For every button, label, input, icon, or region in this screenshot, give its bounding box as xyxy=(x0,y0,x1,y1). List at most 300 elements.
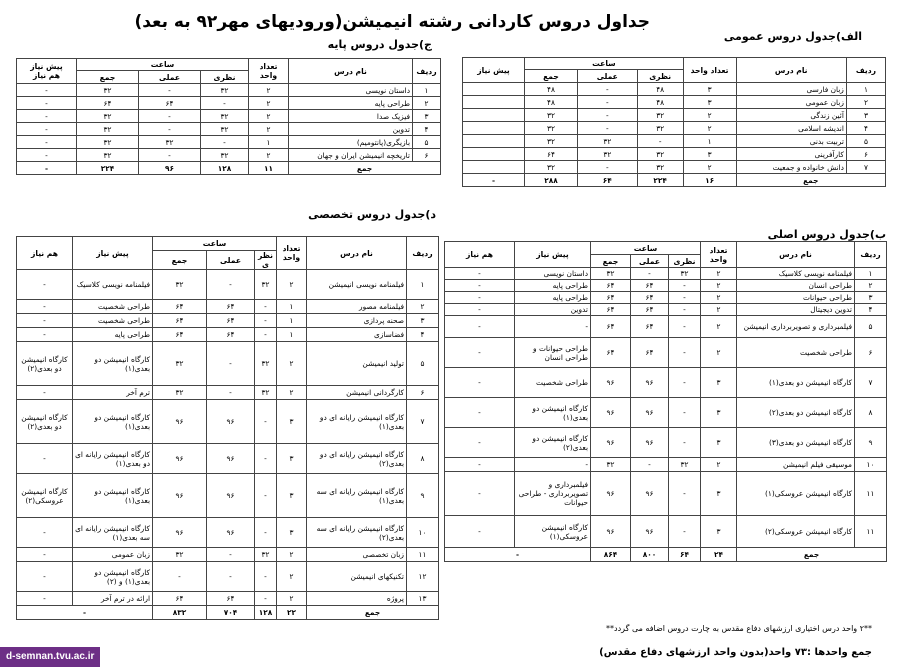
total-cell: ۶۴ xyxy=(77,97,139,110)
units-cell: ۲ xyxy=(701,268,737,280)
course-name-cell: فیزیک صدا xyxy=(289,110,413,123)
course-name-cell: تکنیکهای انیمیشن xyxy=(307,562,407,592)
prereq-cell: طراحی شخصیت xyxy=(73,300,153,314)
course-name-cell: تولید انیمیشن xyxy=(307,342,407,386)
units-cell: ۲ xyxy=(277,592,307,606)
table-row xyxy=(17,400,439,444)
prereq-cell: - xyxy=(17,110,77,123)
total-cell: ۳۲ xyxy=(153,270,207,300)
theory-cell: ۳۲ xyxy=(255,548,277,562)
prereq-cell: طراحی پایه xyxy=(73,328,153,342)
practical-cell: ۹۶ xyxy=(631,368,669,398)
col-prereq: پیش نیاز xyxy=(73,237,153,270)
course-name-cell: بازیگری(پانتومیم) xyxy=(289,136,413,149)
prereq-cell xyxy=(463,96,525,109)
coreq-cell: - xyxy=(445,428,515,458)
total-cell: ۳۲ xyxy=(153,342,207,386)
special-heading: د)جدول دروس تخصصی xyxy=(308,208,436,221)
prereq-cell xyxy=(463,148,525,161)
practical-cell: ۸۰۰ xyxy=(631,548,669,562)
row-number-cell: ۱۰ xyxy=(407,518,439,548)
course-name-cell: داستان نویسی xyxy=(289,84,413,97)
theory-cell: - xyxy=(255,474,277,518)
coreq-cell: کارگاه انیمیشن دو بعدی(۲) xyxy=(17,400,73,444)
site-badge[interactable]: d-semnan.tvu.ac.ir xyxy=(0,647,100,667)
table-row xyxy=(17,562,439,592)
coreq-cell: - xyxy=(17,518,73,548)
table-row xyxy=(17,386,439,400)
total-label: جمع xyxy=(736,174,885,187)
total-cell: ۶۴ xyxy=(591,292,631,304)
course-name-cell: طراحی شخصیت xyxy=(737,338,855,368)
col-practical: عملی xyxy=(577,70,637,83)
total-cell: ۹۶ xyxy=(591,472,631,516)
prereq-cell: کارگاه انیمیشن عروسکی(۱) xyxy=(515,516,591,548)
theory-cell: ۴۸ xyxy=(637,96,683,109)
col-coreq: هم نیاز xyxy=(445,242,515,268)
units-cell: ۲ xyxy=(249,149,289,162)
theory-cell: - xyxy=(255,562,277,592)
coreq-cell: - xyxy=(17,314,73,328)
table-row xyxy=(463,161,886,174)
total-cell: ۳۲ xyxy=(525,122,578,135)
row-number-cell: ۵ xyxy=(846,135,885,148)
course-name-cell: تدوین دیجیتال xyxy=(737,304,855,316)
theory-cell: - xyxy=(669,398,701,428)
theory-cell: ۱۲۸ xyxy=(255,606,277,620)
col-hours: ساعت xyxy=(153,237,277,251)
col-course: نام درس xyxy=(737,242,855,268)
units-cell: ۲ xyxy=(249,123,289,136)
practical-cell: ۳۲ xyxy=(577,148,637,161)
table-row xyxy=(445,292,887,304)
col-total: جمع xyxy=(591,255,631,268)
col-units xyxy=(701,242,737,268)
table-row xyxy=(463,109,886,122)
course-name-cell: طراحی پایه xyxy=(289,97,413,110)
prereq-cell: ارائه در ترم آخر xyxy=(73,592,153,606)
coreq-cell: - xyxy=(445,268,515,280)
units-cell: ۱۶ xyxy=(683,174,736,187)
practical-cell: - xyxy=(139,110,201,123)
theory-cell: - xyxy=(669,516,701,548)
units-cell: ۲ xyxy=(277,342,307,386)
total-cell: ۳۲ xyxy=(525,161,578,174)
prereq-cell xyxy=(463,83,525,96)
theory-cell: - xyxy=(255,444,277,474)
table-row xyxy=(17,84,441,97)
table-row xyxy=(463,83,886,96)
prereq-cell xyxy=(463,161,525,174)
prereq-cell xyxy=(463,109,525,122)
row-number-cell: ۴ xyxy=(846,122,885,135)
col-theory: نظری xyxy=(255,251,277,270)
units-cell: ۳ xyxy=(683,148,736,161)
row-number-cell: ۸ xyxy=(855,398,887,428)
course-name-cell: تربیت بدنی xyxy=(736,135,846,148)
col-units-label2: واحد xyxy=(709,254,728,264)
row-number-cell: ۴ xyxy=(855,304,887,316)
total-cell: ۹۶ xyxy=(591,516,631,548)
practical-cell: ۶۴ xyxy=(631,292,669,304)
total-cell: ۳۲ xyxy=(77,149,139,162)
total-cell: ۳۲ xyxy=(77,136,139,149)
units-cell: ۲ xyxy=(701,338,737,368)
prereq-cell: - xyxy=(17,606,153,620)
total-cell: ۳۲ xyxy=(525,135,578,148)
total-cell: ۶۴ xyxy=(153,300,207,314)
table-row xyxy=(445,398,887,428)
practical-cell: ۶۴ xyxy=(631,316,669,338)
coreq-cell: - xyxy=(17,270,73,300)
col-row: ردیف xyxy=(413,59,441,84)
practical-cell: ۶۴ xyxy=(631,338,669,368)
practical-cell: - xyxy=(139,123,201,136)
prereq-cell: - xyxy=(17,162,77,175)
theory-cell: - xyxy=(255,592,277,606)
row-number-cell: ۲ xyxy=(855,280,887,292)
units-cell: ۳ xyxy=(701,368,737,398)
col-prereq: پیش نیاز xyxy=(463,58,525,83)
table-row xyxy=(17,123,441,136)
theory-cell: ۶۴ xyxy=(669,548,701,562)
units-cell: ۳ xyxy=(701,516,737,548)
practical-cell: - xyxy=(577,109,637,122)
main-table xyxy=(444,241,887,562)
col-course: نام درس xyxy=(307,237,407,270)
col-total: جمع xyxy=(77,71,139,84)
col-practical: عملی xyxy=(139,71,201,84)
total-cell: ۹۶ xyxy=(591,428,631,458)
prereq-cell: کارگاه انیمیشن دو بعدی(۱) xyxy=(73,342,153,386)
table-row xyxy=(445,280,887,292)
coreq-cell: - xyxy=(17,444,73,474)
coreq-cell: - xyxy=(445,280,515,292)
units-cell: ۲ xyxy=(277,386,307,400)
course-name-cell: طراحی حیوانات xyxy=(737,292,855,304)
theory-cell: - xyxy=(669,316,701,338)
theory-cell: ۳۲ xyxy=(201,110,249,123)
table-row xyxy=(445,316,887,338)
prereq-cell: داستان نویسی xyxy=(515,268,591,280)
row-number-cell: ۹ xyxy=(407,474,439,518)
theory-cell: ۳۲ xyxy=(637,161,683,174)
prereq-cell: زبان عمومی xyxy=(73,548,153,562)
coreq-cell: - xyxy=(445,398,515,428)
course-name-cell: دانش خانواده و جمعیت xyxy=(736,161,846,174)
col-course: نام درس xyxy=(736,58,846,83)
practical-cell: ۶۴ xyxy=(631,304,669,316)
total-cell: ۴۸ xyxy=(525,96,578,109)
coreq-cell: - xyxy=(17,562,73,592)
table-row xyxy=(17,270,439,300)
elective-note: **۲ واحد درس اختیاری ارزشهای دفاع مقدس به چارت دروس اضافه می گردد** xyxy=(606,624,872,633)
theory-cell: ۱۲۸ xyxy=(201,162,249,175)
total-row xyxy=(17,162,441,175)
practical-cell: - xyxy=(139,84,201,97)
row-number-cell: ۳ xyxy=(855,292,887,304)
total-label: جمع xyxy=(289,162,441,175)
total-cell: ۳۲ xyxy=(591,458,631,472)
table-row xyxy=(445,368,887,398)
col-units-label: تعداد xyxy=(259,62,278,71)
col-practical: عملی xyxy=(207,251,255,270)
page-title: جداول دروس کاردانی رشته انیمیشن(ورودیهای مهر۹۲ به بعد) xyxy=(134,12,650,32)
prereq-cell: - xyxy=(17,149,77,162)
prereq-cell: - xyxy=(17,136,77,149)
units-cell: ۲ xyxy=(249,110,289,123)
row-number-cell: ۹ xyxy=(855,428,887,458)
theory-cell: - xyxy=(669,292,701,304)
special-table xyxy=(16,236,439,620)
theory-cell: - xyxy=(669,368,701,398)
units-cell: ۳ xyxy=(277,474,307,518)
row-number-cell: ۸ xyxy=(407,444,439,474)
row-number-cell: ۳ xyxy=(407,314,439,328)
practical-cell: ۶۴ xyxy=(631,280,669,292)
row-number-cell: ۷ xyxy=(407,400,439,444)
table-row xyxy=(17,518,439,548)
practical-cell: ۹۶ xyxy=(631,472,669,516)
total-cell: ۳۲ xyxy=(153,548,207,562)
practical-cell: - xyxy=(207,548,255,562)
total-cell: ۶۴ xyxy=(525,148,578,161)
col-units-label2: واحد xyxy=(259,71,278,80)
course-name-cell: طراحی انسان xyxy=(737,280,855,292)
course-name-cell: زبان عمومی xyxy=(736,96,846,109)
units-cell: ۱ xyxy=(277,314,307,328)
table-row xyxy=(445,268,887,280)
table-row xyxy=(463,135,886,148)
total-label: جمع xyxy=(737,548,887,562)
table-row xyxy=(445,338,887,368)
col-row: ردیف xyxy=(846,58,885,83)
course-name-cell: اندیشه اسلامی xyxy=(736,122,846,135)
theory-cell: - xyxy=(669,304,701,316)
theory-cell: ۳۲ xyxy=(669,458,701,472)
col-prereq xyxy=(17,59,77,84)
prereq-cell: - xyxy=(17,97,77,110)
prereq-cell: طراحی شخصیت xyxy=(515,368,591,398)
row-number-cell: ۶ xyxy=(407,386,439,400)
units-cell: ۲ xyxy=(701,280,737,292)
row-number-cell: ۵ xyxy=(855,316,887,338)
row-number-cell: ۱ xyxy=(413,84,441,97)
total-cell: ۲۸۸ xyxy=(525,174,578,187)
units-cell: ۲ xyxy=(249,84,289,97)
row-number-cell: ۷ xyxy=(846,161,885,174)
practical-cell: ۶۴ xyxy=(139,97,201,110)
practical-cell: ۷۰۴ xyxy=(207,606,255,620)
table-row xyxy=(17,592,439,606)
practical-cell: ۶۴ xyxy=(207,314,255,328)
total-units-note: جمع واحدها :۷۳ واحد(بدون واحد ارزشهای دفاع مقدس) xyxy=(599,647,872,658)
course-name-cell: کارگاه انیمیشن دو بعدی(۳) xyxy=(737,428,855,458)
total-cell: ۸۳۲ xyxy=(153,606,207,620)
coreq-cell: کارگاه انیمیشن دو بعدی(۲) xyxy=(17,342,73,386)
practical-cell: - xyxy=(631,458,669,472)
prereq-cell: - xyxy=(515,458,591,472)
total-cell: ۹۶ xyxy=(153,474,207,518)
practical-cell: - xyxy=(139,149,201,162)
course-name-cell: زبان فارسی xyxy=(736,83,846,96)
course-name-cell: فیلمنامه مصور xyxy=(307,300,407,314)
table-row xyxy=(445,304,887,316)
total-cell: ۶۴ xyxy=(591,304,631,316)
practical-cell: - xyxy=(207,386,255,400)
theory-cell: - xyxy=(255,328,277,342)
units-cell: ۲ xyxy=(701,304,737,316)
course-name-cell: صحنه پردازی xyxy=(307,314,407,328)
total-cell: ۶۴ xyxy=(153,592,207,606)
prereq-cell: - xyxy=(463,174,525,187)
units-cell: ۳ xyxy=(277,400,307,444)
col-total: جمع xyxy=(153,251,207,270)
table-row xyxy=(17,444,439,474)
col-theory: نظری xyxy=(669,255,701,268)
prereq-cell: کارگاه انیمیشن رایانه ای دو بعدی(۱) xyxy=(73,444,153,474)
row-number-cell: ۱۲ xyxy=(407,562,439,592)
theory-cell: - xyxy=(637,135,683,148)
row-number-cell: ۲ xyxy=(846,96,885,109)
units-cell: ۲ xyxy=(277,548,307,562)
theory-cell: - xyxy=(255,300,277,314)
col-hours: ساعت xyxy=(77,59,249,71)
col-units xyxy=(277,237,307,270)
coreq-cell: - xyxy=(17,548,73,562)
row-number-cell: ۲ xyxy=(413,97,441,110)
row-number-cell: ۲ xyxy=(407,300,439,314)
table-row xyxy=(17,342,439,386)
theory-cell: ۳۲ xyxy=(669,268,701,280)
units-cell: ۲ xyxy=(701,292,737,304)
course-name-cell: تاریخچه انیمیشن ایران و جهان xyxy=(289,149,413,162)
practical-cell: ۹۶ xyxy=(207,400,255,444)
coreq-cell: - xyxy=(445,458,515,472)
course-name-cell: موسیقی فیلم انیمیشن xyxy=(737,458,855,472)
col-units-label: تعداد xyxy=(282,244,301,253)
theory-cell: - xyxy=(669,428,701,458)
units-cell: ۱ xyxy=(277,300,307,314)
prereq-cell: - xyxy=(445,548,591,562)
col-total: جمع xyxy=(525,70,578,83)
units-cell: ۳ xyxy=(701,472,737,516)
total-cell: ۹۶ xyxy=(591,368,631,398)
table-row xyxy=(17,314,439,328)
general-heading: الف)جدول دروس عمومی xyxy=(723,30,862,43)
row-number-cell: ۱ xyxy=(846,83,885,96)
row-number-cell: ۱۱ xyxy=(855,472,887,516)
table-row xyxy=(17,474,439,518)
col-units-label: تعداد xyxy=(709,245,728,255)
practical-cell: ۹۶ xyxy=(631,398,669,428)
course-name-cell: کارگاه انیمیشن عروسکی(۱) xyxy=(737,472,855,516)
units-cell: ۲ xyxy=(277,562,307,592)
course-name-cell: آئین زندگی xyxy=(736,109,846,122)
practical-cell: ۶۴ xyxy=(207,328,255,342)
practical-cell: ۹۶ xyxy=(207,444,255,474)
units-cell: ۲ xyxy=(701,458,737,472)
course-name-cell: کارگاه انیمیشن دو بعدی(۲) xyxy=(737,398,855,428)
base-table xyxy=(16,58,441,175)
row-number-cell: ۱۰ xyxy=(855,458,887,472)
table-row xyxy=(17,110,441,123)
total-cell: ۸۶۴ xyxy=(591,548,631,562)
coreq-cell: - xyxy=(445,472,515,516)
units-cell: ۱ xyxy=(277,328,307,342)
theory-cell: - xyxy=(669,338,701,368)
coreq-cell: - xyxy=(445,368,515,398)
coreq-cell: - xyxy=(17,592,73,606)
coreq-cell: - xyxy=(17,386,73,400)
course-name-cell: زبان تخصصی xyxy=(307,548,407,562)
course-name-cell: تدوین xyxy=(289,123,413,136)
practical-cell: ۶۴ xyxy=(207,300,255,314)
base-heading: ج)جدول دروس پایه xyxy=(327,38,432,51)
units-cell: ۱۱ xyxy=(249,162,289,175)
col-prereq: پیش نیاز xyxy=(515,242,591,268)
units-cell: ۱ xyxy=(683,135,736,148)
theory-cell: ۴۸ xyxy=(637,83,683,96)
course-name-cell: کارگاه انیمیشن رایانه ای دو بعدی(۱) xyxy=(307,400,407,444)
theory-cell: ۳۲ xyxy=(637,122,683,135)
theory-cell: - xyxy=(201,136,249,149)
course-name-cell: کارآفرینی xyxy=(736,148,846,161)
practical-cell: - xyxy=(207,342,255,386)
prereq-cell xyxy=(463,135,525,148)
course-name-cell: کارگاه انیمیشن رایانه ای سه بعدی(۱) xyxy=(307,474,407,518)
prereq-cell: کارگاه انیمیشن دو بعدی(۱) xyxy=(73,400,153,444)
units-cell: ۲ xyxy=(683,161,736,174)
col-coreq-label: هم نیاز xyxy=(32,71,61,80)
theory-cell: ۳۲ xyxy=(255,342,277,386)
practical-cell: ۶۴ xyxy=(207,592,255,606)
course-name-cell: کارگاه انیمیشن عروسکی(۲) xyxy=(737,516,855,548)
row-number-cell: ۴ xyxy=(413,123,441,136)
col-hours: ساعت xyxy=(525,58,684,70)
table-row xyxy=(17,136,441,149)
prereq-cell: کارگاه انیمیشن دو بعدی(۱) xyxy=(515,398,591,428)
total-row xyxy=(17,606,439,620)
prereq-cell: کارگاه انیمیشن دو بعدی(۱) و (۲) xyxy=(73,562,153,592)
practical-cell: - xyxy=(577,83,637,96)
theory-cell: ۳۲ xyxy=(201,149,249,162)
units-cell: ۳ xyxy=(701,398,737,428)
row-number-cell: ۵ xyxy=(413,136,441,149)
total-cell: ۴۸ xyxy=(525,83,578,96)
table-row xyxy=(17,97,441,110)
table-row xyxy=(17,149,441,162)
general-table xyxy=(462,57,886,187)
table-row xyxy=(445,428,887,458)
col-hours: ساعت xyxy=(591,242,701,255)
table-row xyxy=(17,300,439,314)
total-cell: ۶۴ xyxy=(153,328,207,342)
units-cell: ۲ xyxy=(683,109,736,122)
units-cell: ۲۴ xyxy=(701,548,737,562)
total-cell: ۶۴ xyxy=(153,314,207,328)
units-cell: ۳ xyxy=(701,428,737,458)
course-name-cell: کارگاه انیمیشن رایانه ای دو بعدی(۲) xyxy=(307,444,407,474)
main-heading: ب)جدول دروس اصلی xyxy=(767,228,886,241)
table-row xyxy=(17,548,439,562)
prereq-cell: طراحی حیوانات و طراحی انسان xyxy=(515,338,591,368)
prereq-cell: کارگاه انیمیشن دو بعدی(۲) xyxy=(515,428,591,458)
col-row: ردیف xyxy=(855,242,887,268)
total-cell: ۳۲ xyxy=(525,109,578,122)
table-row xyxy=(463,96,886,109)
col-row: ردیف xyxy=(407,237,439,270)
